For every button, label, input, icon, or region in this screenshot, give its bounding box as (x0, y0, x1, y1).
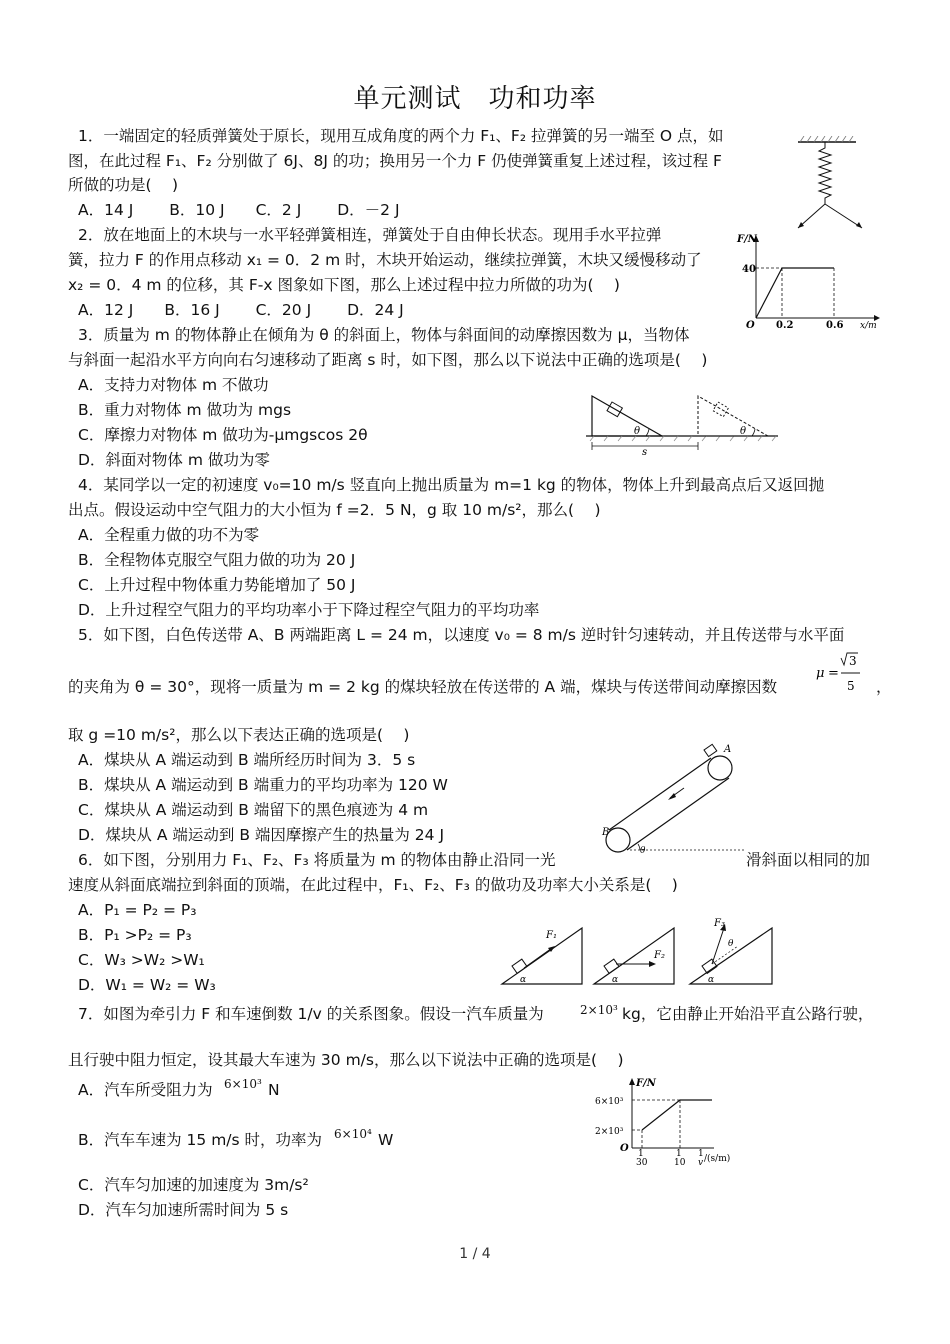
fv-y-tick: 6×10³ (595, 1097, 624, 1107)
q7-text: kg，它由静止开始沿平直公路行驶， (622, 1005, 874, 1023)
mass-formula: 2×10³ (580, 1003, 618, 1017)
q1-text: 所做的功是( ) (68, 176, 179, 194)
q4-option-a: A．全程重力做的功不为零 (78, 526, 260, 544)
q3-text: 3．质量为 m 的物体静止在倾角为 θ 的斜面上，物体与斜面间的动摩擦因数为 μ，当物体 (78, 326, 690, 344)
fv-x-tick-den: v (698, 1158, 704, 1166)
x-tick: 0.6 (826, 320, 844, 331)
q6-option-d: D．W₁ = W₂ = W₃ (78, 976, 216, 994)
q5-text: 取 g =10 m/s²，那么以下表达正确的选项是( ) (68, 726, 410, 744)
y-axis-label: F/N (737, 234, 757, 245)
q4-text: 4．某同学以一定的初速度 v₀=10 m/s 竖直向上抛出质量为 m=1 kg 的物体，物体上升到最高点后又返回抛 (78, 476, 825, 494)
power-formula: 6×10⁴ (334, 1127, 372, 1141)
incline-angle: θ (634, 426, 641, 437)
fv-y-label: F/N (636, 1078, 656, 1089)
fv-x-tick-num: 1 (638, 1149, 644, 1159)
q6-option-b: B．P₁ >P₂ = P₃ (78, 926, 192, 944)
q5-text: 5．如下图，白色传送带 A、B 两端距离 L = 24 m，以速度 v₀ = 8 m/s 逆时针匀速转动，并且传送带与水平面 (78, 626, 845, 644)
q5-option-c: C．煤块从 A 端运动到 B 端留下的黑色痕迹为 4 m (78, 801, 429, 819)
alpha-1-label: α (520, 975, 527, 985)
q1-text: 1．一端固定的轻质弹簧处于原长，现用互成角度的两个力 F₁、F₂ 拉弹簧的另一端至 O 点，如 (78, 127, 724, 145)
end-a-label: A (724, 744, 732, 755)
q2-text: x₂ = 0．4 m 的位移，其 F-x 图象如下图，那么上述过程中拉力所做的功为( ) (68, 276, 620, 294)
q4-option-b: B．全程物体克服空气阻力做的功为 20 J (78, 551, 356, 569)
conveyor-figure (596, 740, 746, 860)
end-b-label: B (602, 827, 610, 838)
fv-x-tick-num: 1 (698, 1149, 704, 1159)
q7-option-a-unit: N (268, 1081, 280, 1099)
alpha-3-label: α (708, 975, 715, 985)
q5-text: 的夹角为 θ = 30°，现将一质量为 m = 2 kg 的煤块轻放在传送带的 A 端，煤块与传送带间动摩擦因数 (68, 678, 778, 696)
three-forces-figure (492, 912, 782, 988)
origin-label: O (746, 320, 755, 331)
q3-option-a: A．支持力对物体 m 不做功 (78, 376, 269, 394)
q1-options: A．14 J B．10 J C．2 J D．－2 J (78, 201, 400, 219)
q1-text: 图，在此过程 F₁、F₂ 分别做了 6J、8J 的功；换用另一个力 F 仍使弹簧重复上述过程，该过程 F (68, 152, 722, 170)
q5-option-d: D．煤块从 A 端运动到 B 端因摩擦产生的热量为 24 J (78, 826, 445, 844)
q4-text: 出点。假设运动中空气阻力的大小恒为 f =2．5 N，g 取 10 m/s²，那么( ) (68, 501, 601, 519)
fv-x-tick-den: 30 (636, 1158, 648, 1166)
fv-x-unit: /(s/m) (704, 1154, 731, 1164)
q7-option-b-unit: W (378, 1131, 394, 1149)
q7-option-a: A．汽车所受阻力为 (78, 1081, 213, 1099)
force-f3-label: F₃ (714, 918, 725, 929)
q4-option-d: D．上升过程空气阻力的平均功率小于下降过程空气阻力的平均功率 (78, 601, 540, 619)
incline-angle-2: θ (740, 426, 747, 437)
x-axis-label: x/m (860, 321, 877, 331)
q3-option-b: B．重力对物体 m 做功为 mgs (78, 401, 292, 419)
page-number: 1 / 4 (459, 1246, 491, 1262)
svg-text:5: 5 (847, 679, 855, 693)
alpha-2-label: α (612, 975, 619, 985)
q7-text: 且行驶中阻力恒定，设其最大车速为 30 m/s，那么以下说法中正确的选项是( ) (68, 1051, 624, 1069)
q5-option-b: B．煤块从 A 端运动到 B 端重力的平均功率为 120 W (78, 776, 448, 794)
svg-text:μ: μ (816, 666, 825, 681)
q6-text: 滑斜面以相同的加 (746, 851, 871, 869)
force-f2-label: F₂ (654, 950, 665, 961)
q7-option-c: C．汽车匀加速的加速度为 3m/s² (78, 1176, 309, 1194)
q7-option-b: B．汽车车速为 15 m/s 时，功率为 (78, 1131, 323, 1149)
mu-formula (814, 650, 870, 696)
q3-option-c: C．摩擦力对物体 m 做功为-μmgscos 2θ (78, 426, 368, 444)
fv-x-tick-den: 10 (674, 1158, 686, 1166)
q3-text: 与斜面一起沿水平方向向右匀速移动了距离 s 时，如下图，那么以下说法中正确的选项是( ) (68, 351, 708, 369)
q3-option-d: D．斜面对物体 m 做功为零 (78, 451, 270, 469)
x-tick: 0.2 (776, 320, 794, 331)
fv-x-tick-num: 1 (676, 1149, 682, 1159)
incline-figure (584, 390, 780, 456)
q6-text: 速度从斜面底端拉到斜面的顶端，在此过程中，F₁、F₂、F₃ 的做功及功率大小关系是( ) (68, 876, 678, 894)
theta-label: θ (728, 939, 734, 949)
q4-option-c: C．上升过程中物体重力势能增加了 50 J (78, 576, 356, 594)
fv-y-tick: 2×10³ (595, 1127, 624, 1137)
q7-option-d: D．汽车匀加速所需时间为 5 s (78, 1201, 289, 1219)
q7-text: 7．如图为牵引力 F 和车速倒数 1/v 的关系图象。假设一汽车质量为 (78, 1005, 544, 1023)
force-f1-label: F₁ (546, 930, 557, 941)
q6-option-a: A．P₁ = P₂ = P₃ (78, 901, 197, 919)
svg-text:3: 3 (849, 654, 857, 668)
q5-option-a: A．煤块从 A 端运动到 B 端所经历时间为 3．5 s (78, 751, 416, 769)
y-tick: 40 (742, 264, 756, 275)
q6-option-c: C．W₃ >W₂ >W₁ (78, 951, 205, 969)
q2-options: A．12 J B．16 J C．20 J D．24 J (78, 301, 404, 319)
fx-graph (734, 230, 884, 334)
q2-text: 2．放在地面上的木块与一水平轻弹簧相连，弹簧处于自由伸长状态。现用手水平拉弹 (78, 226, 662, 244)
spring-figure (780, 136, 880, 236)
distance-label: s (642, 447, 648, 456)
page-title: 单元测试 功和功率 (353, 84, 597, 114)
resist-formula: 6×10³ (224, 1077, 262, 1091)
fv-origin: O (620, 1143, 629, 1154)
fv-graph (592, 1076, 742, 1166)
belt-angle: θ (640, 846, 646, 856)
svg-text:=: = (828, 666, 839, 681)
q2-text: 簧，拉力 F 的作用点移动 x₁ = 0．2 m 时，木块开始运动，继续拉弹簧，木块又缓慢移动了 (68, 251, 702, 269)
q6-text: 6．如下图，分别用力 F₁、F₂、F₃ 将质量为 m 的物体由静止沿同一光 (78, 851, 556, 869)
